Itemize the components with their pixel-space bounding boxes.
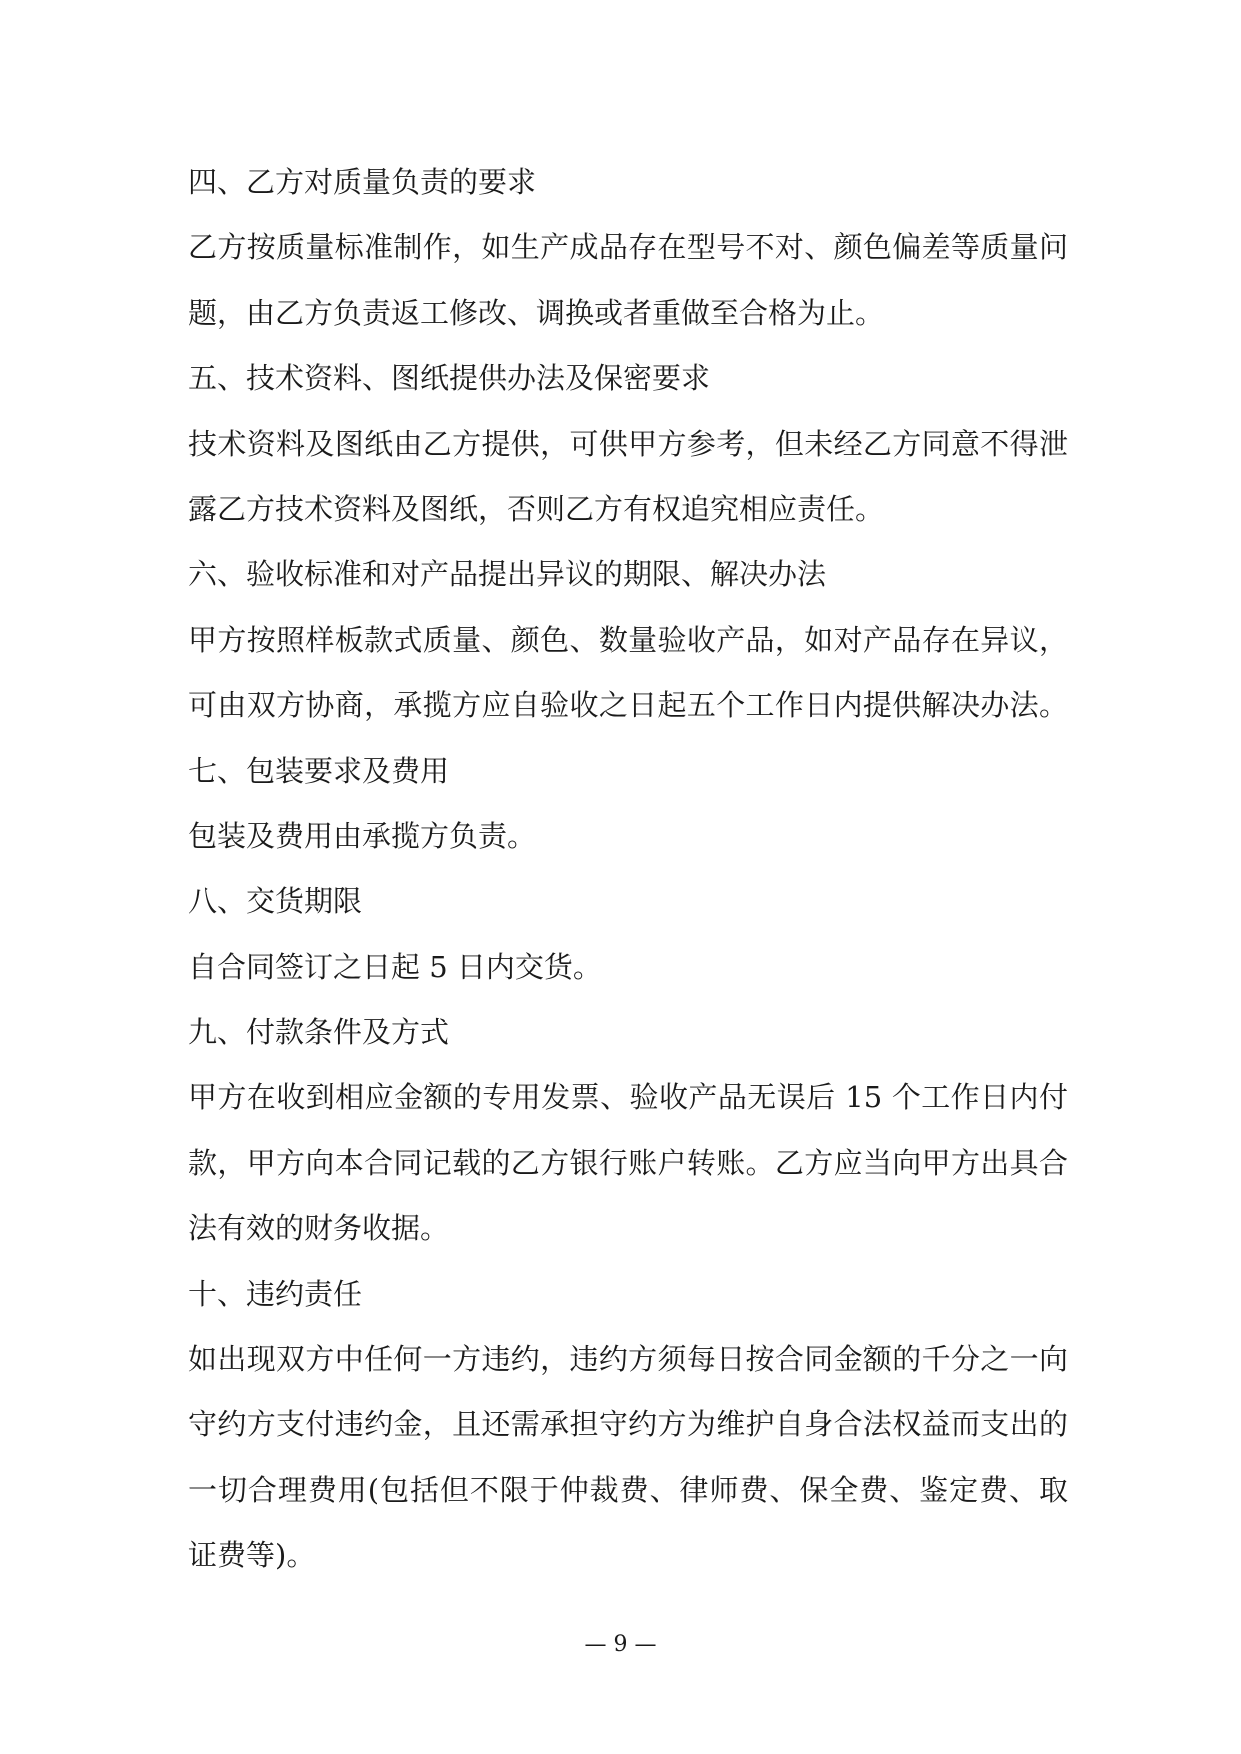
text-line: 款，甲方向本合同记载的乙方银行账户转账。乙方应当向甲方出具合 [188, 1145, 1068, 1180]
text-line: 乙方按质量标准制作，如生产成品存在型号不对、颜色偏差等质量问 [188, 230, 1068, 265]
text-line: 守约方支付违约金，且还需承担守约方为维护自身合法权益而支出的 [188, 1407, 1068, 1442]
page-number: — 9 — [584, 1632, 657, 1657]
text-line: 如出现双方中任何一方违约，违约方须每日按合同金额的千分之一向 [188, 1342, 1068, 1377]
text-line: 七、包装要求及费用 [188, 753, 450, 788]
text-line: 六、验收标准和对产品提出异议的期限、解决办法 [188, 557, 827, 592]
text-line: 一切合理费用(包括但不限于仲裁费、律师费、保全费、鉴定费、取 [188, 1472, 1068, 1507]
text-line: 自合同签订之日起 5 日内交货。 [188, 949, 602, 984]
text-line: 露乙方技术资料及图纸，否则乙方有权追究相应责任。 [188, 491, 885, 526]
text-line: 可由双方协商，承揽方应自验收之日起五个工作日内提供解决办法。 [188, 688, 1068, 723]
text-line: 九、付款条件及方式 [188, 1015, 450, 1050]
text-line: 五、技术资料、图纸提供办法及保密要求 [188, 361, 711, 396]
text-line: 法有效的财务收据。 [188, 1211, 450, 1246]
text-line: 四、乙方对质量负责的要求 [188, 165, 537, 199]
text-line: 技术资料及图纸由乙方提供，可供甲方参考，但未经乙方同意不得泄 [188, 426, 1068, 461]
text-line: 甲方按照样板款式质量、颜色、数量验收产品，如对产品存在异议， [188, 622, 1068, 657]
text-line: 包装及费用由承揽方负责。 [188, 818, 537, 853]
contract-body [188, 150, 1068, 1589]
text-line: 甲方在收到相应金额的专用发票、验收产品无误后 15 个工作日内付 [188, 1080, 1068, 1115]
text-line: 八、交货期限 [188, 884, 363, 919]
text-line: 证费等)。 [188, 1538, 316, 1573]
text-line: 题，由乙方负责返工修改、调换或者重做至合格为止。 [188, 295, 885, 330]
text-line: 十、违约责任 [188, 1276, 363, 1311]
